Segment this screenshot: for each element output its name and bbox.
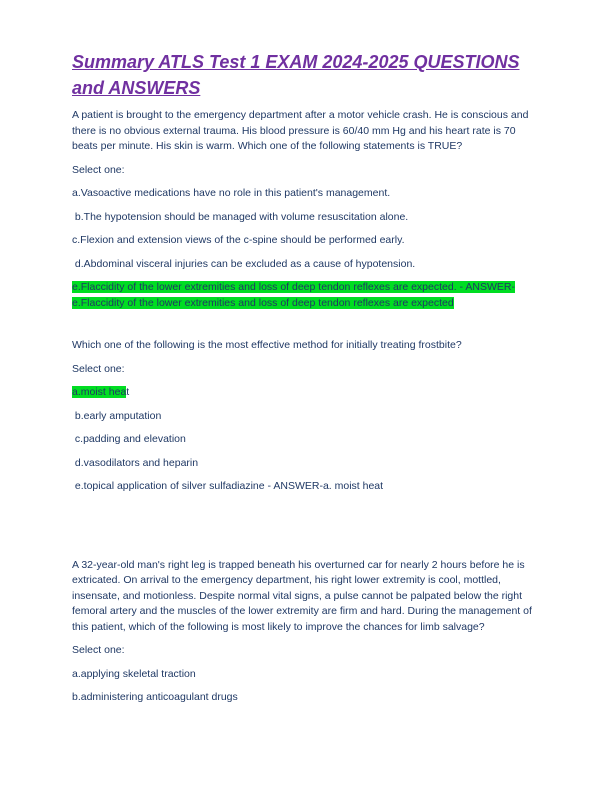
question-1-select-label: Select one: [72, 163, 125, 176]
section-gap [72, 319, 544, 338]
section-gap [72, 503, 544, 558]
question-1-answer-line-2 [72, 296, 544, 312]
question-1-answer-block [72, 280, 544, 311]
question-2-select-label: Select one: [72, 362, 125, 375]
question-2-option-a [72, 385, 544, 401]
question-2-option-b: b.early amputation [72, 409, 162, 422]
question-3-option-a: a.applying skeletal traction [72, 667, 196, 680]
question-1-option-d: d.Abdominal visceral injuries can be excluded as a cause of hypotension. [72, 257, 416, 270]
question-3-stem: A 32-year-old man's right leg is trapped beneath his overturned car for nearly 2 hours before he is extricated. On arrival to the emergency department, his right lower extremity is cool, mottled, insensate, and motionless. Despite normal vital signs, a pulse cannot be palpated below the right femoral artery and the muscles of the lower extremity are firm and hard. During the management of this patient, which of the following is most likely to improve the chances for limb salvage? [72, 558, 535, 633]
document-title: Summary ATLS Test 1 EXAM 2024-2025 QUESTIONS and ANSWERS [72, 52, 520, 98]
highlighted-answer-text: a.moist hea [72, 386, 127, 398]
question-1-option-a: a.Vasoactive medications have no role in this patient's management. [72, 187, 391, 199]
question-1-option-b: b.The hypotension should be managed with volume resuscitation alone. [72, 210, 409, 223]
question-2-option-e: e.topical application of silver sulfadiazine - ANSWER-a. moist heat [72, 480, 384, 492]
question-3-option-b: b.administering anticoagulant drugs [72, 691, 238, 703]
question-3-select-label: Select one: [72, 644, 125, 656]
answer-tail-text: t [126, 386, 130, 398]
question-1-stem: A patient is brought to the emergency department after a motor vehicle crash. He is conscious and there is no obvious external trauma. His blood pressure is 60/40 mm Hg and his heart rate is 70 beats per minute. His skin is warm. Which one of the following statements is TRUE? [72, 109, 532, 152]
question-2-option-c: c.padding and elevation [72, 433, 186, 445]
question-2-stem: Which one of the following is the most effective method for initially treating frostbite? [72, 339, 462, 351]
question-1-option-c: c.Flexion and extension views of the c-spine should be performed early. [72, 234, 405, 246]
question-1-answer-line-1 [72, 280, 544, 296]
question-2-option-d: d.vasodilators and heparin [72, 456, 199, 469]
highlighted-answer-text: e.Flaccidity of the lower extremities and loss of deep tendon reflexes are expected. - ANSWER- [72, 281, 515, 293]
highlighted-answer-text: e.Flaccidity of the lower extremities and loss of deep tendon reflexes are expected [72, 296, 454, 309]
